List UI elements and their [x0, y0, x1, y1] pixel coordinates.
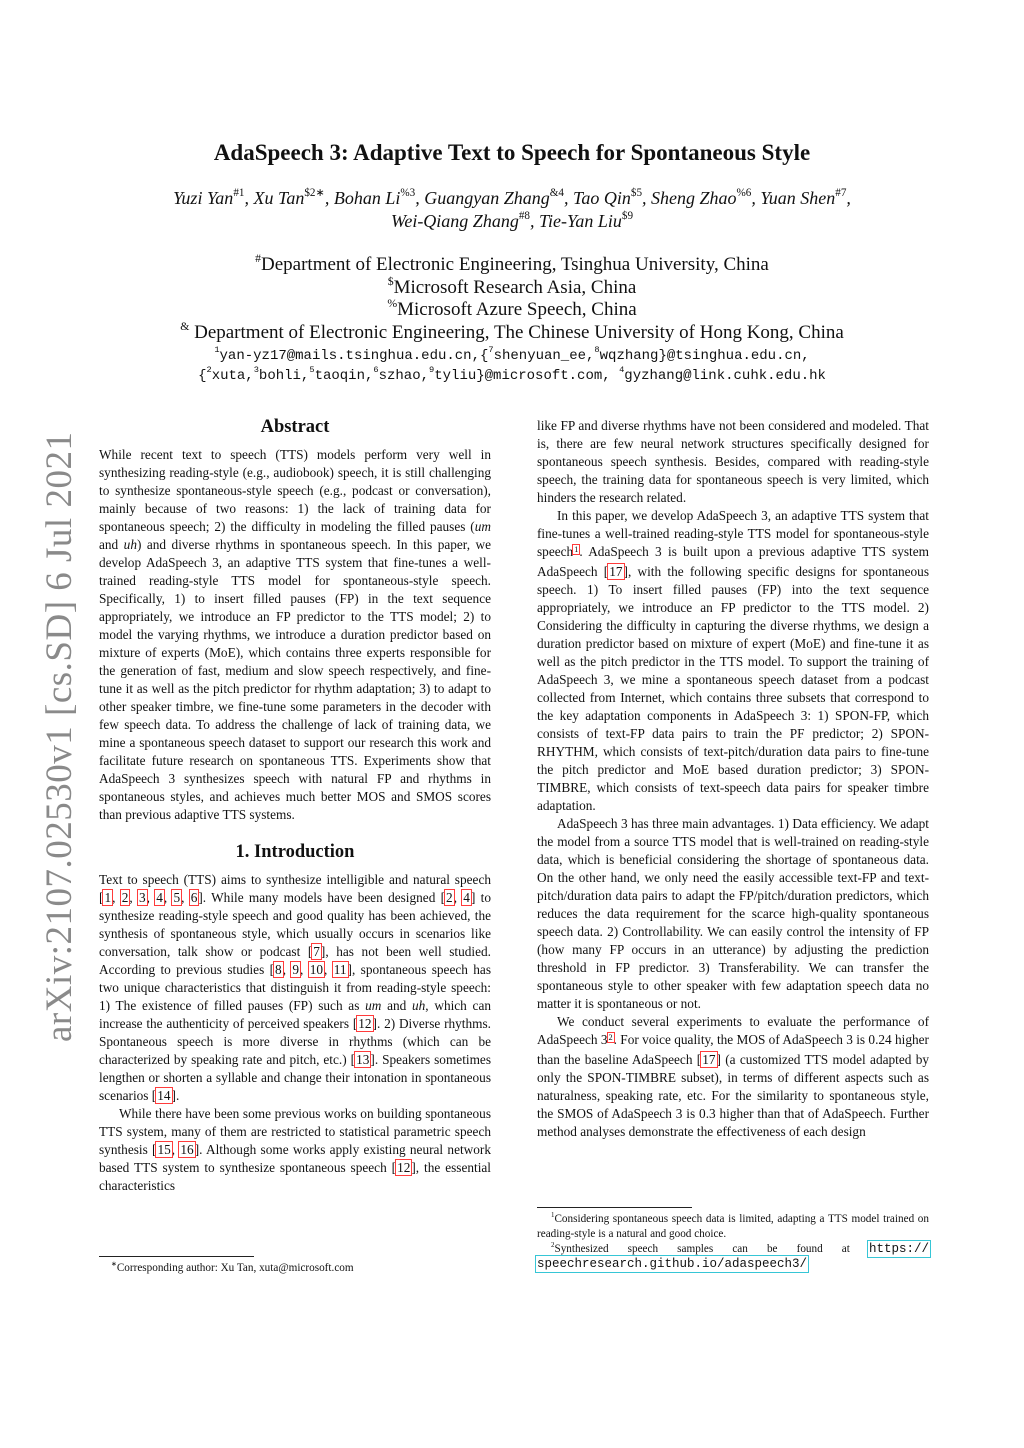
citation[interactable]: 14: [157, 1088, 171, 1103]
email-line-1: $^1$yan-yz17@mails.tsinghua.edu.cn,{$^7$shenyuan_ee,$^8$wqzhang}@tsinghua.edu.cn,: [214, 345, 810, 364]
footnote-rule: [537, 1207, 692, 1208]
right-paragraph-2: In this paper, we develop AdaSpeech 3, an adaptive TTS system that fine-tunes a well-trained reading-style TTS model for spontaneous-style speech$^1$. AdaSpeech 3 is built upon a previous adaptive TTS system AdaSpeech [17], with the following specific designs for spontaneous speech. 1) To insert filled pauses (FP) into the text sequence appropriately, we introduce an FP predictor to the TTS model. 2) Considering the difficulty in capturing the diverse rhythms, we design a duration predictor based on mixture of expert (MoE) and fine-tune it as well as the pitch predictor in the TTS model. To support the training of AdaSpeech 3, we mine a spontaneous speech dataset from a podcast collected from Internet, which contains three subsets that correspond to the key adaptation components in AdaSpeech 3: 1) SPON-FP, which consists of text-FP data pairs to train the PF predictor; 2) SPON-RHYTHM, which consists of text-pitch/duration data pairs to fine-tune the pitch predictor and MoE based duration predictor; 3) SPON-TIMBRE, which consists of text-speech data pairs for speaker timbre adaptation.: [537, 508, 929, 813]
citation[interactable]: 6: [190, 890, 198, 905]
citation[interactable]: 10: [309, 962, 324, 977]
citation[interactable]: 12: [358, 1016, 372, 1031]
affiliation: #Department of Electronic Engineering, Tsinghua University, China: [255, 251, 769, 275]
right-paragraph-3: AdaSpeech 3 has three main advantages. 1) Data efficiency. We adapt the model from a source TTS model that is well-trained on reading-style data, which is beneficial considering the shortage of spontaneous data. On the other hand, we only need the easily accessible text-FP and text-pitch/duration data pairs to adapt the FP/pitch/duration predictors, which reduces the data requirement for the scarce high-quality spontaneous speech data. 2) Controllability. We can easily control the intensity of FP (how many FP occurs in an utterance) by adjusting the prediction threshold in FP predictor. 3) Transferability. We can transfer the spontaneous style to other speaker with few adaptation speech data no matter it is spontaneous or not.: [537, 816, 929, 1011]
citation[interactable]: 2: [121, 890, 129, 905]
affil-mark: #7: [835, 186, 847, 199]
author: Xu Tan: [253, 188, 305, 208]
right-column: [537, 417, 929, 1141]
footnote-rule: [99, 1256, 254, 1257]
citation[interactable]: 17: [702, 1052, 716, 1067]
affiliation: & Department of Electronic Engineering, The Chinese University of Hong Kong, China: [180, 319, 844, 343]
footnote-1: $^1$Considering spontaneous speech data is limited, adapting a TTS model trained on reading-style is a natural and good choice.: [537, 1210, 929, 1240]
author: Tao Qin: [573, 188, 631, 208]
footnote-2: $^2$Synthesized speech samples can be found at https:// speechresearch.github.io/adaspeech3/: [537, 1240, 929, 1271]
affil-mark: $9: [621, 209, 634, 222]
arxiv-stamp: arXiv:2107.02530v1 [cs.SD] 6 Jul 2021: [39, 431, 80, 1042]
author-line-2: Wei-Qiang Zhang$^{\#8}$, Tie-Yan Liu$^{\$9}$: [390, 209, 634, 231]
samples-link[interactable]: speechresearch.github.io/adaspeech3/: [537, 1257, 808, 1271]
citation[interactable]: 15: [157, 1142, 171, 1157]
intro-heading: 1. Introduction: [235, 842, 355, 862]
citation[interactable]: 4: [156, 890, 163, 905]
citation[interactable]: 16: [180, 1142, 194, 1157]
citation[interactable]: 4: [463, 890, 470, 905]
affil-mark: %3: [400, 186, 416, 199]
citation[interactable]: 5: [173, 890, 181, 905]
affiliation: $Microsoft Research Asia, China: [387, 274, 637, 298]
affil-mark: &4: [549, 186, 564, 199]
citation[interactable]: 1: [104, 890, 112, 905]
left-footnote-area: [99, 1256, 491, 1276]
author: Wei-Qiang Zhang: [390, 211, 519, 231]
author: Sheng Zhao: [651, 188, 737, 208]
affil-mark: $5: [630, 186, 643, 199]
citation[interactable]: 12: [397, 1160, 411, 1175]
footnote-mark[interactable]: 1: [574, 545, 579, 555]
citation[interactable]: 8: [275, 962, 282, 977]
email-line-2: {$^2$xuta,$^3$bohli,$^5$taoqin,$^6$szhao,$^9$tyliu}@microsoft.com, $^4$gyzhang@link.cuhk.edu.hk: [198, 365, 826, 384]
affil-mark: %6: [736, 186, 752, 199]
author: Yuzi Yan: [173, 188, 234, 208]
citation[interactable]: 7: [313, 944, 320, 959]
abstract-heading: Abstract: [260, 417, 330, 437]
citation[interactable]: 2: [446, 890, 453, 905]
intro-paragraph-1: Text to speech (TTS) aims to synthesize intelligible and natural speech [1, 2, 3, 4, 5, 6]. While many models have been designed [2, 4] to synthesize reading-style speech and good quality has been achieved, the synthesis of spontaneous style, which usually occurs in scenarios like conversation, talk show or podcast [7], has not been well studied. According to previous studies [8, 9, 10, 11], spontaneous speech has two unique characteristics that distinguish it from reading-style speech: 1) The existence of filled pauses (FP) such as um and uh, which can increase the authenticity of perceived speakers [12]. 2) Diverse rhythms. Spontaneous speech is more diverse in rhythms (which can be characterized by speaking rate and pitch, etc.) [13]. Speakers sometimes lengthen or shorten a syllable and change their intonation in spontaneous scenarios [14].: [99, 872, 492, 1103]
corresponding-author-footnote: ∗Corresponding author: Xu Tan, xuta@microsoft.com: [111, 1259, 354, 1274]
left-column: [99, 415, 491, 1195]
right-footnote-area: [537, 1207, 929, 1272]
right-paragraph-4: We conduct several experiments to evaluate the performance of AdaSpeech 3$^2$. For voice quality, the MOS of AdaSpeech 3 is 0.24 higher than the baseline AdaSpeech [17] (a customized TTS model adapted by only the SPON-TIMBRE subset), in terms of different aspects such as naturalness, speaking rate, etc. For the similarity to spontaneous style, the SMOS of AdaSpeech 3 is 0.3 higher than that of AdaSpeech. Further method analyses demonstrate the effectiveness of each design: [537, 1014, 929, 1139]
citation[interactable]: 11: [333, 962, 347, 977]
affiliation: %Microsoft Azure Speech, China: [387, 296, 637, 320]
author: Guangyan Zhang: [424, 188, 550, 208]
samples-link[interactable]: https://: [868, 1242, 929, 1256]
footnote-mark[interactable]: 2: [608, 1033, 613, 1043]
affil-mark: #1: [233, 186, 245, 199]
citation[interactable]: 17: [609, 564, 623, 579]
affil-mark: #8: [518, 209, 530, 222]
abstract-text: While recent text to speech (TTS) models perform very well in synthesizing reading-style (e.g., audiobook) speech, it is still challenging to synthesize spontaneous-style speech (e.g., podcast or conversation), mainly because of two reasons: 1) the lack of training data for spontaneous speech; 2) the difficulty in modeling the filled pauses (um and uh) and diverse rhythms in spontaneous speech. In this paper, we develop AdaSpeech 3, an adaptive TTS system that fine-tunes a well-trained reading-style TTS model for spontaneous-style speech. Specifically, 1) to insert filled pauses (FP) in the text sequence appropriately, we introduce an FP predictor to the TTS model; 2) to model the varying rhythms, we introduce a duration predictor based on mixture of experts (MoE), which contains three experts responsible for the generation of fast, medium and slow speech respectively, and fine-tune it as well as the pitch predictor for rhythm adaptation; 3) to adapt to other speaker timbre, we fine-tune some parameters in the decoder with few speech data. To address the challenge of lack of training data, we mine a spontaneous speech dataset to support our research this work and facilitate future research on spontaneous TTS. Experiments show that AdaSpeech 3 synthesizes speech with natural FP and rhythms in spontaneous styles, and achieves much better MOS and SMOS scores than previous adaptive TTS systems.: [99, 447, 491, 822]
intro-paragraph-2: While there have been some previous works on building spontaneous TTS system, many of them are restricted to statistical parametric speech synthesis [15, 16]. Although some works apply existing neural network based TTS system to synthesize spontaneous speech [12], the essential characteristics: [99, 1106, 491, 1193]
affil-mark: $2∗: [304, 186, 325, 199]
right-paragraph-1: like FP and diverse rhythms have not been considered and modeled. That is, there are few neural network structures specifically designed for spontaneous speech synthesis. Besides, compared with reading-style speech, the training data for spontaneous speech is very limited, which hinders the research related.: [537, 418, 929, 505]
author-line-1: Yuzi Yan$^{\#1}$, Xu Tan$^{\$2∗}$, Bohan $Li^{\%3}$, Guangyan Zhang$^{\&4}$, Tao Qin$^{\$5}$, Sheng Zhao$^{\%6}$, Yuan Shen$^{\#7}$,: [173, 186, 851, 208]
author: Yuan Shen: [760, 188, 836, 208]
citation[interactable]: 13: [356, 1052, 370, 1067]
paper-title: AdaSpeech 3: Adaptive Text to Speech for Spontaneous Style: [213, 140, 811, 165]
citation[interactable]: 3: [138, 890, 146, 905]
author: Bohan Li: [333, 188, 401, 208]
author: Tie-Yan Liu: [538, 211, 622, 231]
citation[interactable]: 9: [292, 962, 300, 977]
